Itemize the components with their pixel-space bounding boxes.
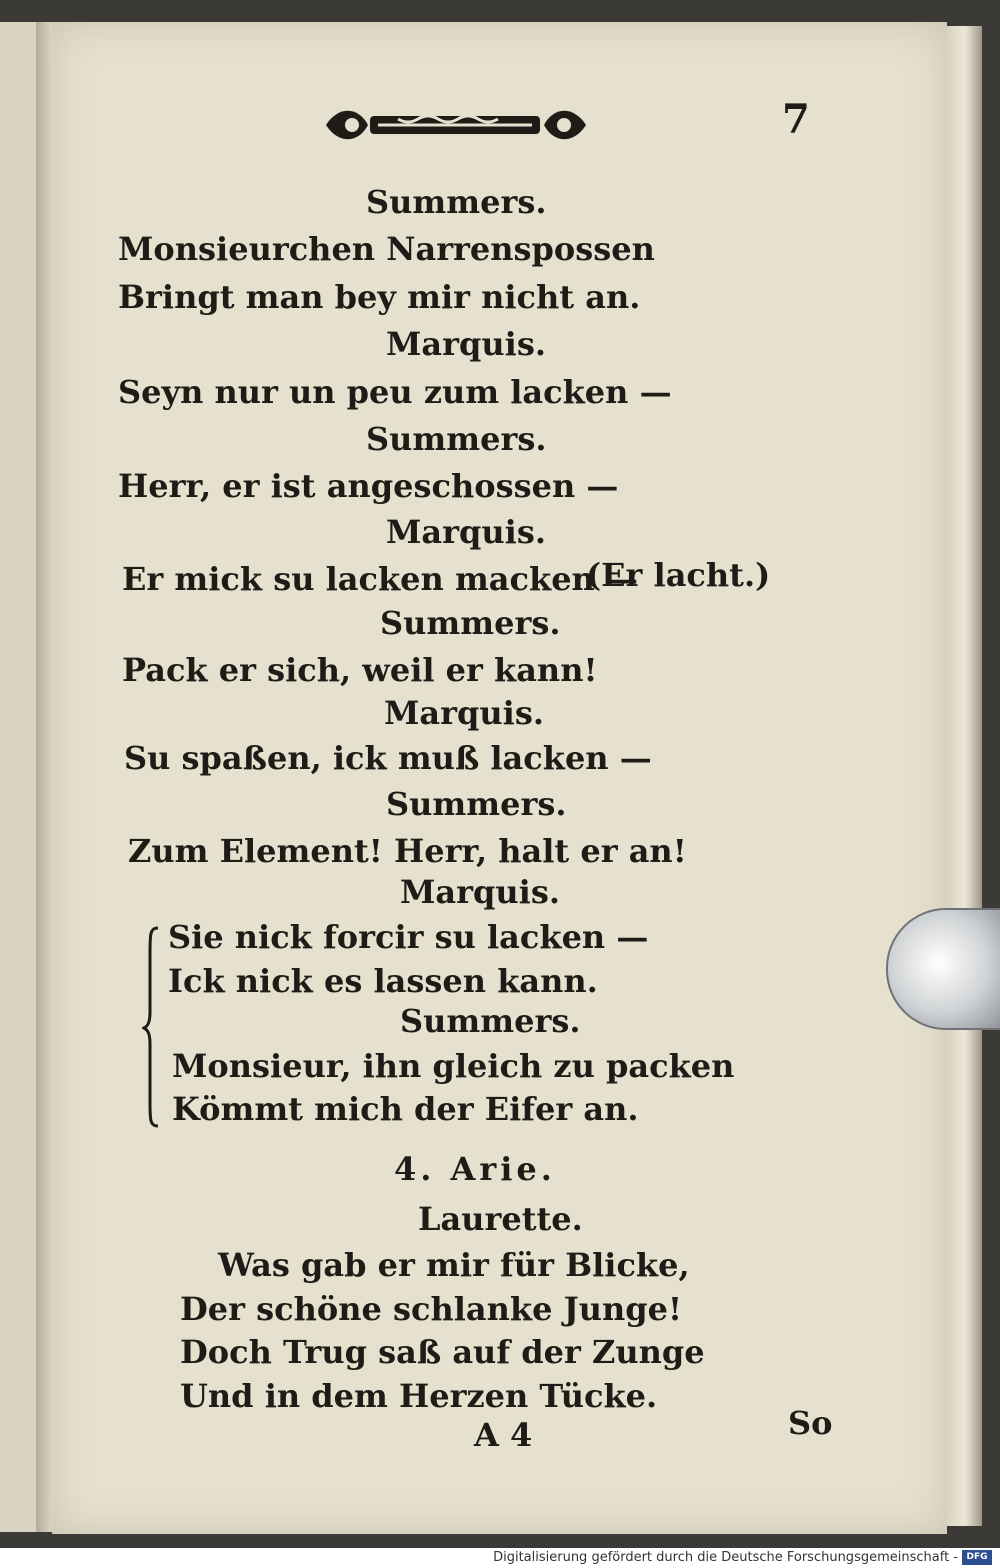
verse-line: Doch Trug saß auf der Zunge [180, 1333, 705, 1371]
verse-line: Sie nick forcir su lacken — [168, 918, 649, 956]
speaker-label: Marquis. [400, 873, 560, 911]
speaker-label: Summers. [380, 604, 561, 642]
verse-line: Der schöne schlanke Junge! [180, 1290, 683, 1328]
speaker-label: Marquis. [384, 694, 544, 732]
catchword: So [788, 1404, 833, 1442]
verse-line: Monsieurchen Narrenspossen [118, 230, 655, 268]
verse-line: Zum Element! Herr, halt er an! [128, 832, 687, 870]
verse-line: Und in dem Herzen Tücke. [180, 1377, 658, 1415]
speaker-label: Summers. [386, 785, 567, 823]
verse-line: Herr, er ist angeschossen — [118, 467, 619, 505]
speaker-label: Summers. [400, 1002, 581, 1040]
verse-line: Was gab er mir für Blicke, [218, 1246, 690, 1284]
stage-direction: (Er lacht.) [586, 556, 771, 594]
speaker-label: Summers. [366, 183, 547, 221]
speaker-label: Laurette. [418, 1200, 583, 1238]
verse-line: Su spaßen, ick muß lacken — [124, 739, 652, 777]
ornament-headpiece [318, 104, 594, 146]
digitization-credit: Digitalisierung gefördert durch die Deutsche Forschungsgemeinschaft - [493, 1550, 958, 1565]
verse-line: Monsieur, ihn gleich zu packen [172, 1047, 735, 1085]
bracket-brace [142, 924, 164, 1130]
aria-heading: 4. Arie. [394, 1150, 556, 1188]
page-clip [886, 908, 1000, 1030]
signature-mark: A 4 [474, 1416, 533, 1454]
verse-line: Bringt man bey mir nicht an. [118, 278, 641, 316]
dfg-logo: DFG [962, 1550, 992, 1565]
speaker-label: Summers. [366, 420, 547, 458]
verse-line: Kömmt mich der Eifer an. [172, 1090, 639, 1128]
verse-line: Er mick su lacken macken — [122, 560, 638, 598]
page-number: 7 [782, 96, 810, 143]
verse-line: Seyn nur un peu zum lacken — [118, 373, 672, 411]
speaker-label: Marquis. [386, 325, 546, 363]
speaker-label: Marquis. [386, 513, 546, 551]
verse-line: Ick nick es lassen kann. [168, 962, 598, 1000]
verse-line: Pack er sich, weil er kann! [122, 651, 598, 689]
